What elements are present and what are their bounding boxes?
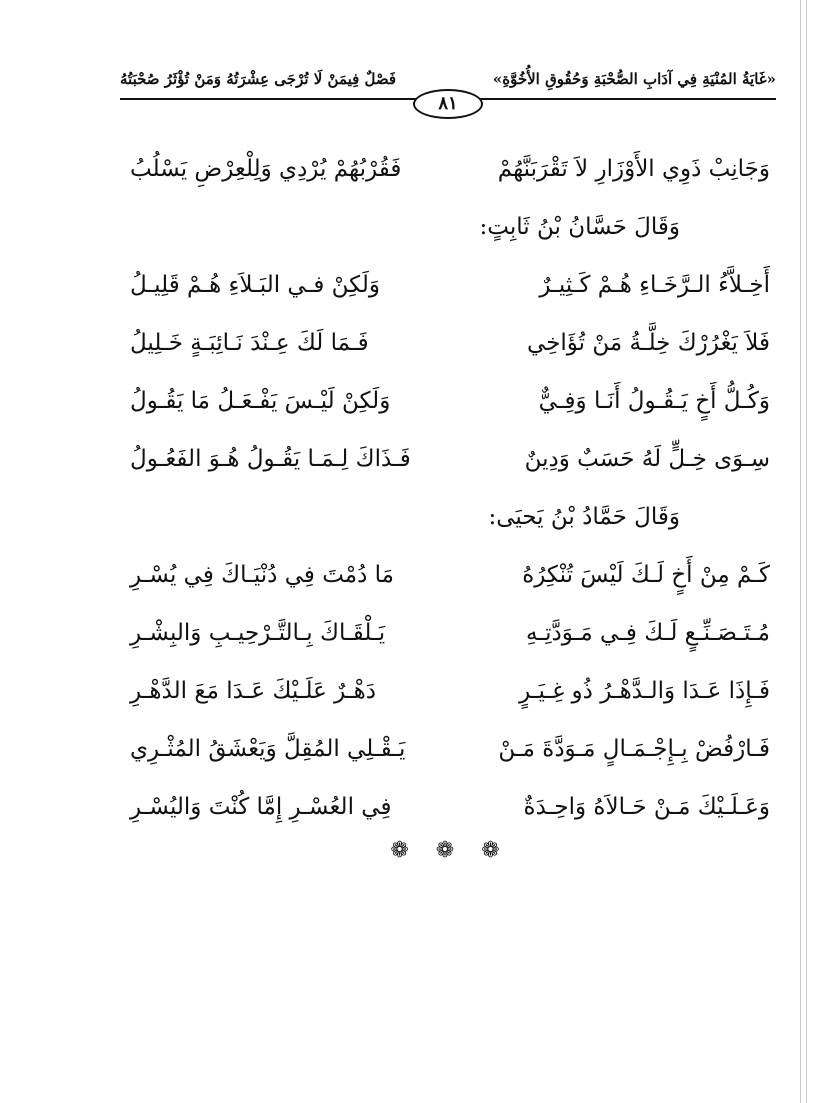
section-end-ornament-icon: ❁ ❁ ❁	[390, 838, 510, 863]
verse-row	[130, 604, 770, 662]
verse-second-hemistich: يَـلْقَـاكَ بِـالتَّـرْحِيـبِ وَالبِشْـرِ	[130, 620, 386, 646]
verse-row	[130, 314, 770, 372]
verse-row	[130, 778, 770, 836]
verse-row	[130, 372, 770, 430]
running-head-book-title: «غَايَةُ المُنْيَةِ فِي آدَابِ الصُّحْبَةِ وَحُقُوقِ الأُخُوَّةِ»	[492, 70, 776, 88]
verse-first-hemistich: وَعَـلَـيْكَ مَـنْ حَـالاَهُ وَاحِـدَةٌ	[523, 794, 770, 820]
verse-row	[130, 140, 770, 198]
verse-row	[130, 662, 770, 720]
poet-intro-hassan: وَقَالَ حَسَّانُ بْنُ ثَابِتٍ:	[479, 214, 680, 240]
verse-first-hemistich: مُـتَـصَـنِّـعٍ لَـكَ فِـي مَـوَدَّتِـهِ	[526, 620, 770, 646]
verse-row	[130, 256, 770, 314]
verse-first-hemistich: سِـوَى خِـلٍّ لَهُ حَسَبٌ وَدِينٌ	[524, 446, 770, 472]
verse-row	[130, 720, 770, 778]
verse-first-hemistich: وَجَانِبْ ذَوِي الأَوْزَارِ لاَ تَقْرَبَنَّهُمْ	[497, 156, 770, 182]
verse-first-hemistich: فَـارْفُضْ بِـإِجْـمَـالٍ مَـوَدَّةَ مَـنْ	[498, 736, 770, 762]
page-number: ٨١	[413, 89, 483, 119]
verse-row	[130, 546, 770, 604]
running-head-chapter-title: فَصْلٌ فِيمَنْ لَا تُرْجَى عِشْرَتُهُ وَمَنْ تُؤْثَرُ صُحْبَتُهُ	[120, 70, 397, 88]
verse-first-hemistich: كَـمْ مِنْ أَخٍ لَـكَ لَيْسَ تُنْكِرُهُ	[522, 562, 770, 588]
verse-first-hemistich: فَـإِذَا عَـدَا وَالـدَّهْـرُ ذُو غِـيَـرٍ	[519, 678, 770, 704]
verse-second-hemistich: يَـقْـلِي المُقِلَّ وَيَعْشَقُ المُثْـرِي	[130, 736, 406, 762]
verse-second-hemistich: فِي العُسْـرِ إِمَّا كُنْتَ وَاليُسْـرِ	[130, 794, 392, 820]
page-header	[120, 64, 776, 114]
verse-second-hemistich: دَهْـرٌ عَلَـيْكَ عَـدَا مَعَ الدَّهْـرِ	[130, 678, 376, 704]
verse-first-hemistich: وَكُـلُّ أَخٍ يَـقُـولُ أَنَـا وَفِـيٌّ	[538, 388, 770, 414]
verse-second-hemistich: فَقُرْبُهُمْ يُرْدِي وَلِلْعِرْضِ يَسْلُبُ	[130, 156, 402, 182]
verse-second-hemistich: فَـمَا لَكَ عِـنْدَ نَـائِبَـةٍ خَـلِيلُ	[130, 330, 369, 356]
page-edge-line	[800, 0, 801, 1103]
verse-second-hemistich: وَلَكِنْ فـي البَـلاَءِ هُـمْ قَلِيـلُ	[130, 272, 380, 298]
verse-row	[130, 430, 770, 488]
verse-second-hemistich: وَلَكِنْ لَيْـسَ يَفْـعَـلُ مَا يَقُـولُ	[130, 388, 391, 414]
poet-intro-hammad: وَقَالَ حَمَّادُ بْنُ يَحيَى:	[488, 504, 680, 530]
verse-first-hemistich: أَخِـلاَّءُ الـرَّخَـاءِ هُـمْ كَـثِيـرٌ	[539, 272, 770, 298]
verse-second-hemistich: فَـذَاكَ لِـمَـا يَقُـولُ هُـوَ الفَعُـولُ	[130, 446, 411, 472]
verse-first-hemistich: فَلاَ يَغْرُرْكَ خِلَّـةُ مَنْ تُؤَاخِي	[526, 330, 770, 356]
page-edge-line	[806, 0, 807, 1103]
poem-content	[130, 140, 770, 866]
verse-second-hemistich: مَا دُمْتَ فِي دُنْيَـاكَ فِي يُسْـرِ	[130, 562, 394, 588]
